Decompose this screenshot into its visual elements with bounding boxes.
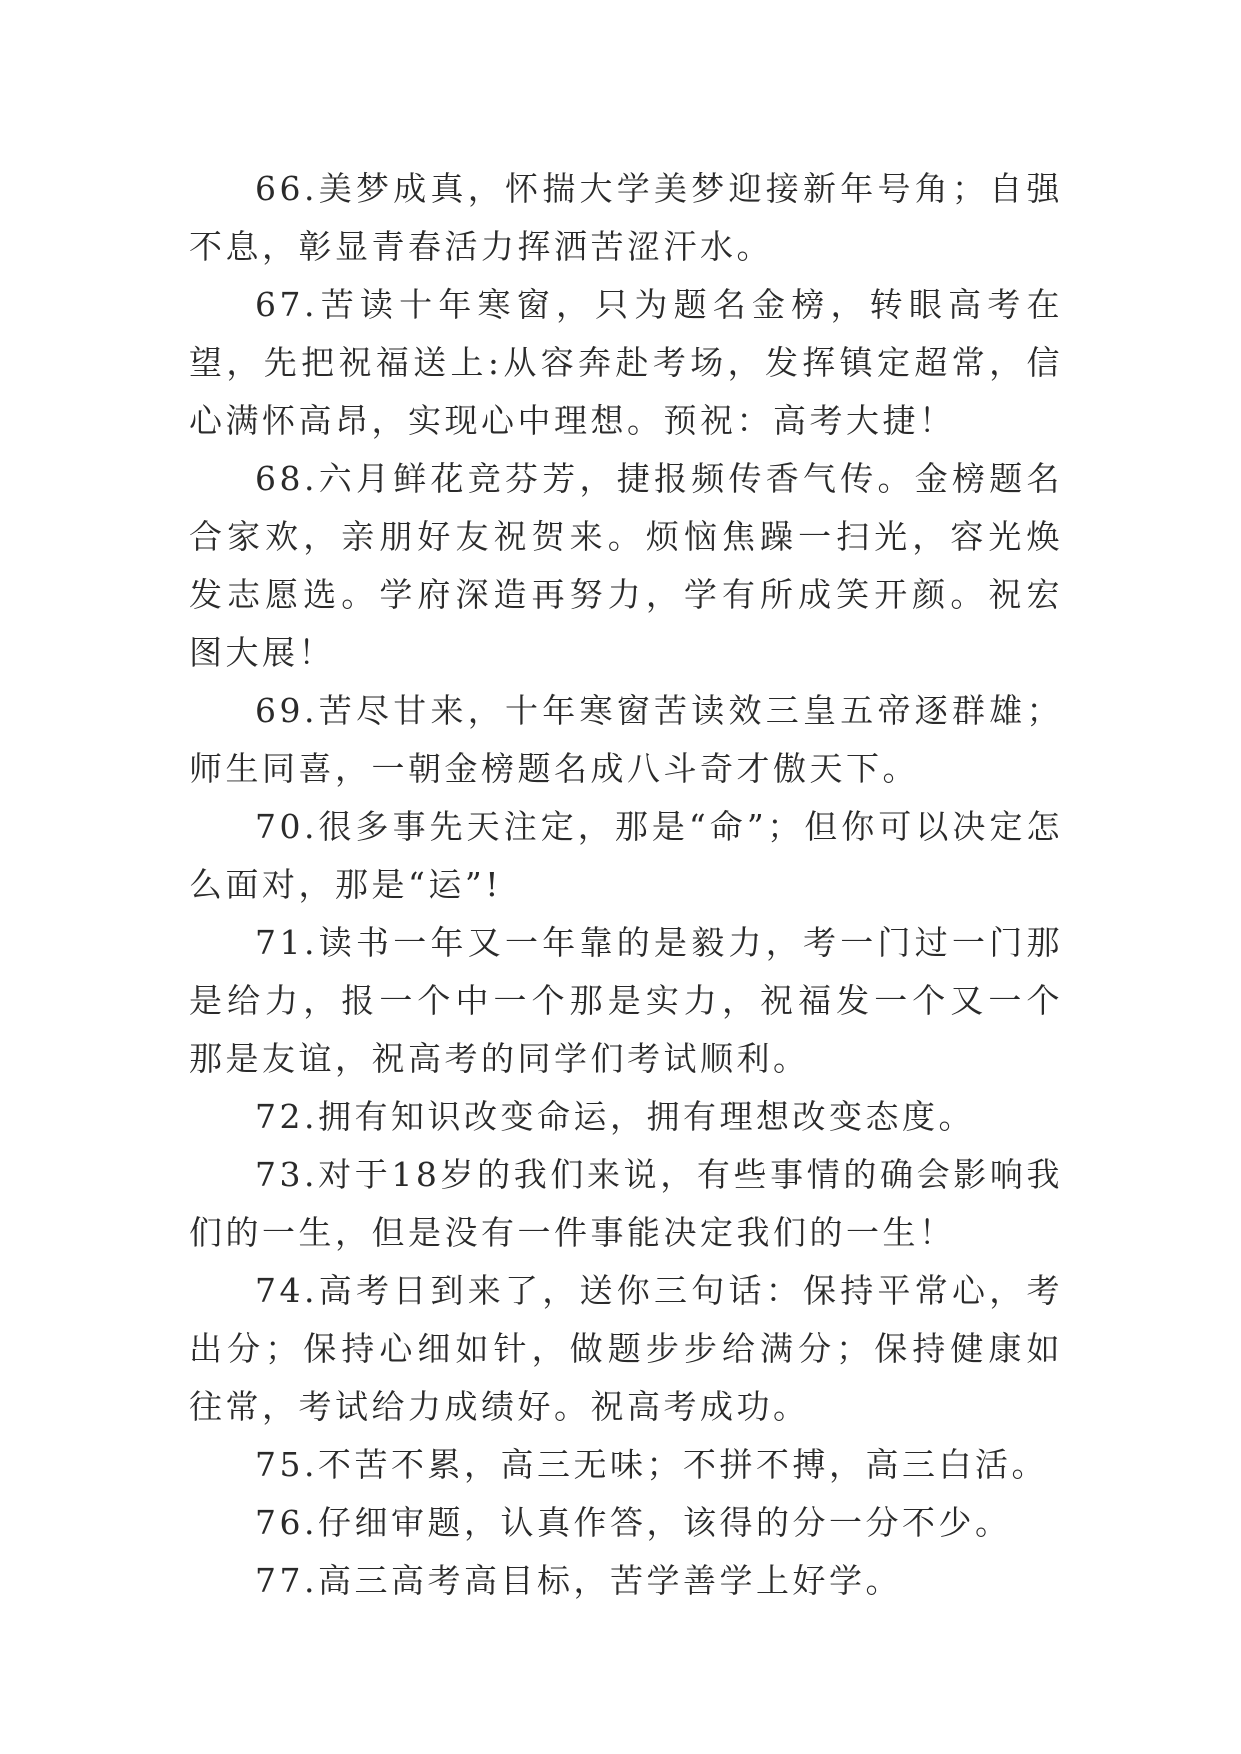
paragraph-76: 76.仔细审题，认真作答，该得的分一分不少。 [255, 1503, 1012, 1542]
paragraph-72: 72.拥有知识改变命运，拥有理想改变态度。 [255, 1097, 975, 1136]
paragraph-73: 73.对于18岁的我们来说，有些事情的确会影响我们的一生，但是没有一件事能决定我们的一生！ [189, 1155, 1063, 1252]
paragraph-75: 75.不苦不累，高三无味；不拼不搏，高三白活。 [255, 1445, 1048, 1484]
paragraph-69: 69.苦尽甘来，十年寒窗苦读效三皇五帝逐群雄；师生同喜，一朝金榜题名成八斗奇才傲天下。 [189, 691, 1063, 788]
paragraph-71: 71.读书一年又一年靠的是毅力，考一门过一门那是给力，报一个中一个那是实力，祝福发一个又一个那是友谊，祝高考的同学们考试顺利。 [189, 923, 1063, 1078]
paragraph-70: 70.很多事先天注定，那是“命”；但你可以决定怎么面对，那是“运”! [189, 807, 1063, 904]
paragraph-74: 74.高考日到来了，送你三句话：保持平常心，考出分；保持心细如针，做题步步给满分；保持健康如往常，考试给力成绩好。祝高考成功。 [189, 1271, 1063, 1426]
paragraph-77: 77.高三高考高目标，苦学善学上好学。 [255, 1561, 902, 1600]
document-body [189, 160, 1063, 1610]
paragraph-66: 66.美梦成真，怀揣大学美梦迎接新年号角；自强不息，彰显青春活力挥洒苦涩汗水。 [189, 169, 1063, 266]
paragraph-68: 68.六月鲜花竞芬芳，捷报频传香气传。金榜题名合家欢，亲朋好友祝贺来。烦恼焦躁一扫光，容光焕发志愿选。学府深造再努力，学有所成笑开颜。祝宏图大展！ [189, 459, 1063, 672]
paragraph-67: 67.苦读十年寒窗，只为题名金榜，转眼高考在望，先把祝福送上:从容奔赴考场，发挥镇定超常，信心满怀高昂，实现心中理想。预祝：高考大捷！ [189, 285, 1063, 440]
